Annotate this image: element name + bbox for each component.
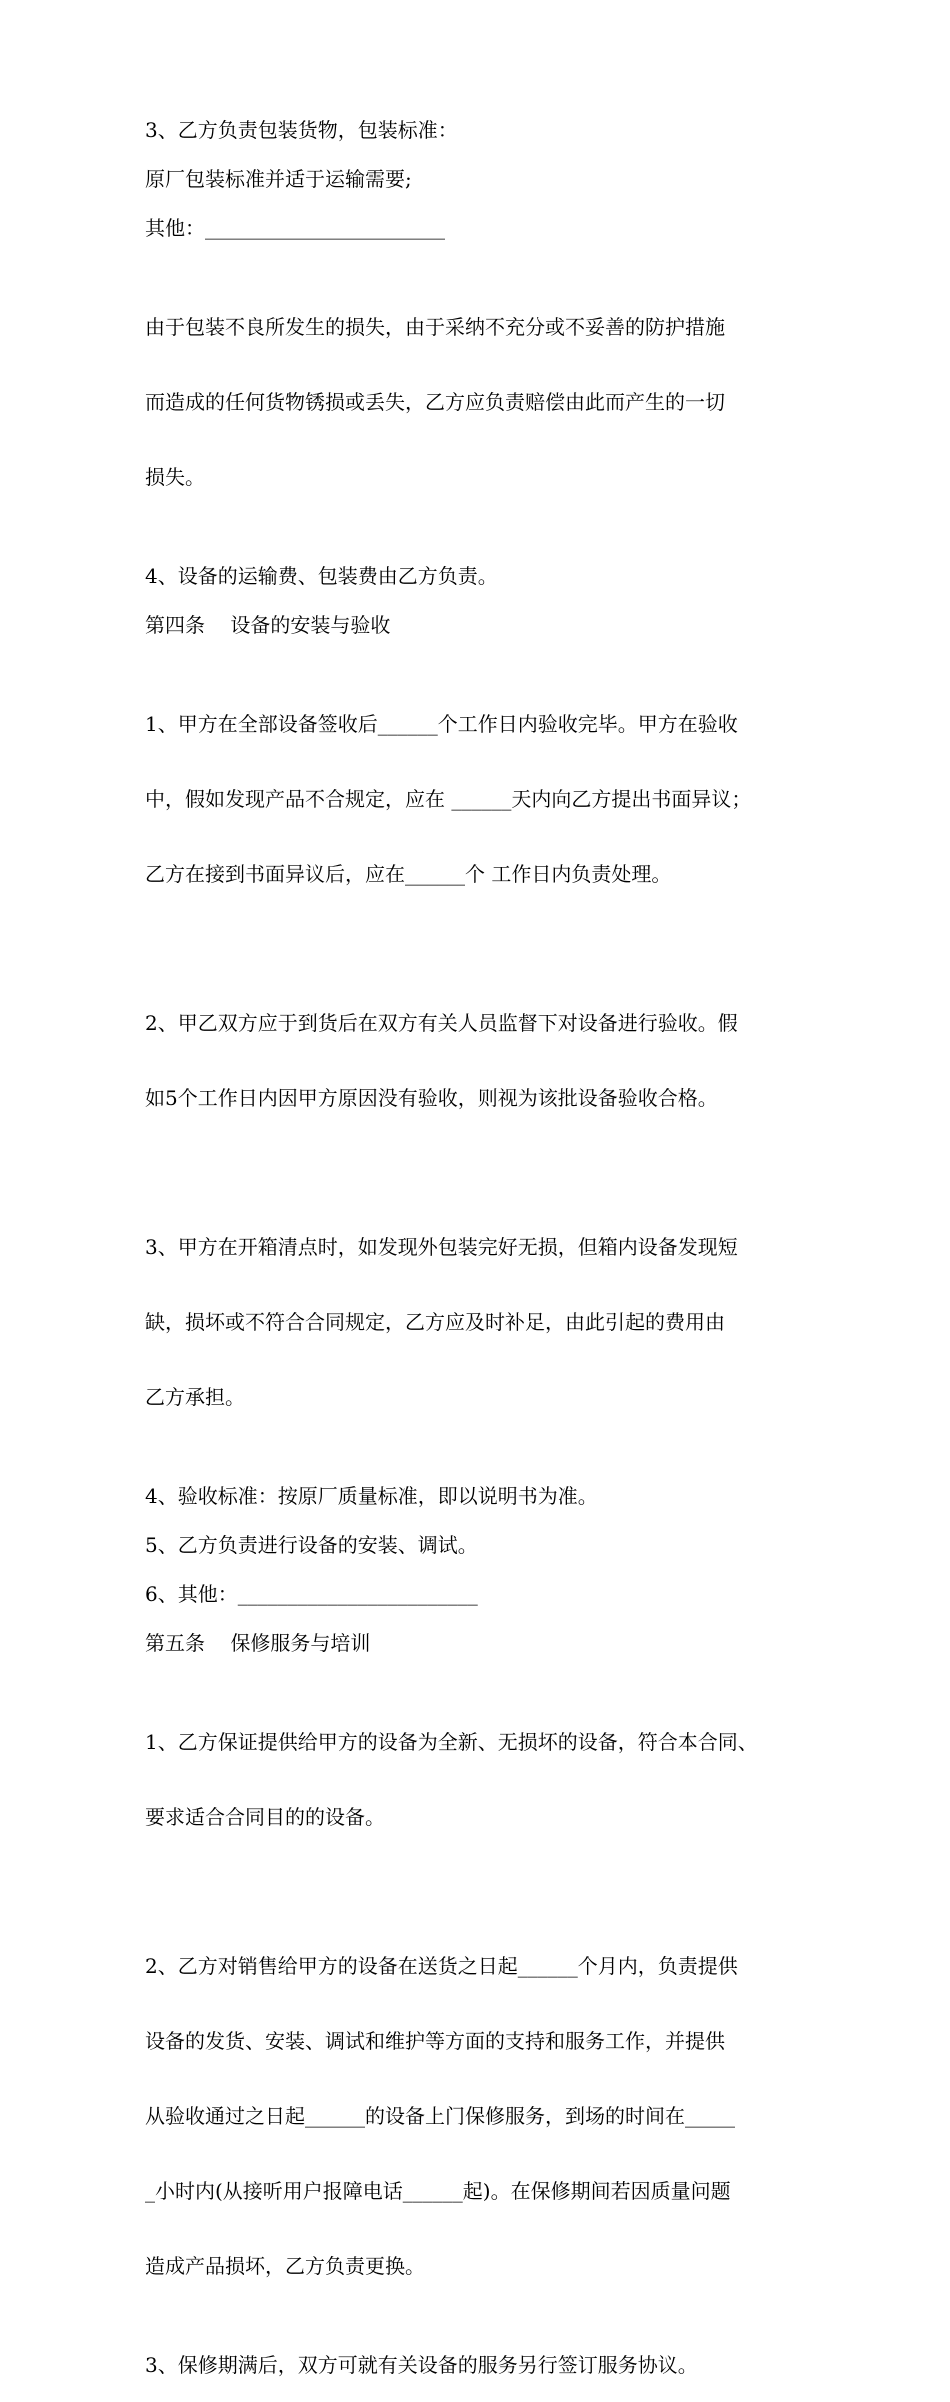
text-line: 1、乙方保证提供给甲方的设备为全新、无损坏的设备，符合本合同、	[145, 1730, 758, 1754]
text-line: 由于包装不良所发生的损失，由于采纳不充分或不妥善的防护措施	[145, 315, 725, 339]
paragraph-packaging-standard	[145, 118, 825, 143]
text-line: 如5个工作日内因甲方原因没有验收，则视为该批设备验收合格。	[145, 1086, 718, 1110]
text-line: 其他：________________________	[145, 216, 445, 240]
paragraph-other-packaging	[145, 216, 825, 241]
text-line: 3、乙方负责包装货物，包装标准：	[145, 118, 458, 142]
document-page	[145, 118, 825, 2402]
paragraph-packaging-loss	[145, 265, 825, 540]
text-line: 2、乙方对销售给甲方的设备在送货之日起______个月内，负责提供	[145, 1954, 738, 1978]
text-line: 3、保修期满后，双方可就有关设备的服务另行签订服务协议。	[145, 2353, 698, 2377]
paragraph-installation	[145, 1533, 825, 1558]
paragraph-acceptance-period	[145, 662, 825, 937]
paragraph-post-warranty	[145, 2353, 825, 2378]
paragraph-unpacking-check	[145, 1185, 825, 1460]
text-line: 4、验收标准：按原厂质量标准，即以说明书为准。	[145, 1484, 598, 1508]
text-line: 损失。	[145, 465, 205, 489]
section-heading: 第四条 设备的安装与验收	[145, 613, 391, 637]
text-line: 而造成的任何货物锈损或丢失，乙方应负责赔偿由此而产生的一切	[145, 390, 725, 414]
paragraph-warranty-service	[145, 1904, 825, 2329]
heading-article-four	[145, 613, 825, 638]
paragraph-acceptance-standard	[145, 1484, 825, 1509]
text-line: 中，假如发现产品不合规定，应在 ______天内向乙方提出书面异议；	[145, 787, 752, 811]
paragraph-new-equipment	[145, 1680, 825, 1880]
heading-article-five	[145, 1631, 825, 1656]
text-line: 3、甲方在开箱清点时，如发现外包装完好无损，但箱内设备发现短	[145, 1235, 738, 1259]
text-line: 从验收通过之日起______的设备上门保修服务，到场的时间在_____	[145, 2104, 735, 2128]
paragraph-other-acceptance	[145, 1582, 825, 1607]
paragraph-factory-packaging	[145, 167, 825, 192]
text-line: 1、甲方在全部设备签收后______个工作日内验收完毕。甲方在验收	[145, 712, 738, 736]
text-line: 4、设备的运输费、包装费由乙方负责。	[145, 564, 498, 588]
text-line: 5、乙方负责进行设备的安装、调试。	[145, 1533, 478, 1557]
text-line: 造成产品损坏，乙方负责更换。	[145, 2254, 425, 2278]
text-line: 乙方在接到书面异议后，应在______个 工作日内负责处理。	[145, 862, 672, 886]
text-line: _小时内(从接听用户报障电话______起)。在保修期间若因质量问题	[145, 2179, 731, 2203]
text-line: 乙方承担。	[145, 1385, 245, 1409]
text-line: 2、甲乙双方应于到货后在双方有关人员监督下对设备进行验收。假	[145, 1011, 738, 1035]
text-line: 6、其他：________________________	[145, 1582, 478, 1606]
section-heading: 第五条 保修服务与培训	[145, 1631, 371, 1655]
text-line: 原厂包装标准并适于运输需要;	[145, 167, 412, 191]
paragraph-joint-acceptance	[145, 961, 825, 1161]
text-line: 缺，损坏或不符合合同规定，乙方应及时补足，由此引起的费用由	[145, 1310, 725, 1334]
paragraph-transport-cost	[145, 564, 825, 589]
text-line: 设备的发货、安装、调试和维护等方面的支持和服务工作，并提供	[145, 2029, 725, 2053]
text-line: 要求适合合同目的的设备。	[145, 1805, 385, 1829]
